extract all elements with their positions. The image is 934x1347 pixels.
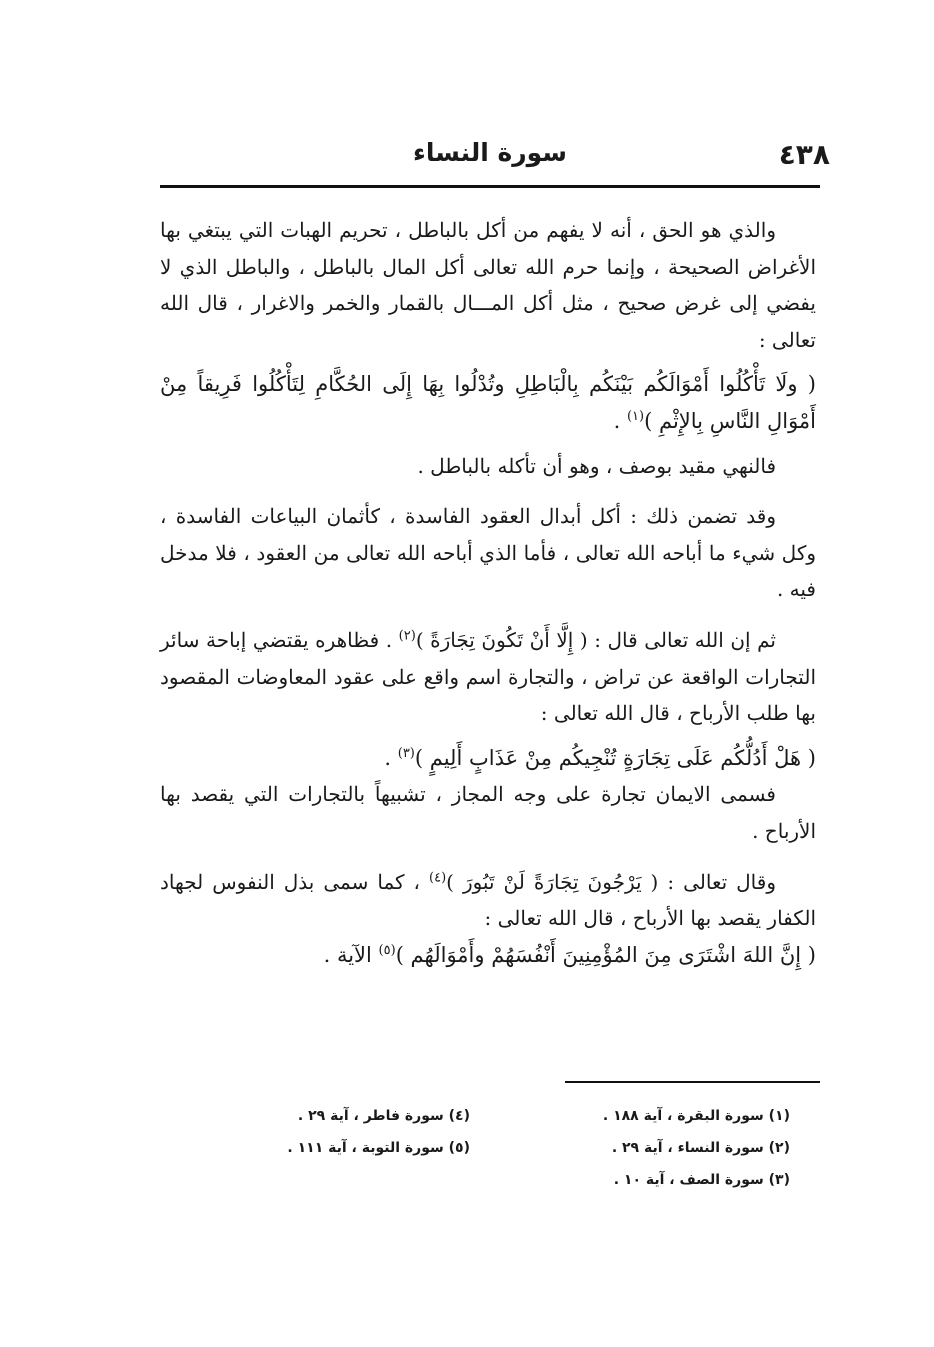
footnote-ref: (٥) xyxy=(378,942,396,958)
footnote-column-left xyxy=(190,1100,470,1164)
footnote-ref: (٢) xyxy=(398,628,416,644)
paragraph-start: ثم إن الله تعالى قال : ( إِلَّا أَنْ تَكُونَ تِجَارَةً ) xyxy=(415,627,776,652)
verse-text: ( ولَا تَأْكُلُوا أَمْوَالَكُم بَيْنَكُم بِالْبَاطِلِ وتُدْلُوا بِهَا إِلَى الحُكَّامِ لِتَأْكُلُوا فَرِيقاً مِنْ أَمْوَالِ النَّاسِ بِالإِثْمِ ) xyxy=(160,372,816,433)
paragraph xyxy=(160,622,816,732)
paragraph: والذي هو الحق ، أنه لا يفهم من أكل بالباطل ، تحريم الهبات التي يبتغي بها الأغراض الصحيحة ، وإنما حرم الله تعالى أكل المال بالباطل ، والباطل الذي لا يفضي إلى غرض صحيح ، مثل أكل المـــال بالقمار والخمر والاغرار ، قال الله تعالى : xyxy=(160,218,816,352)
footnote: (١) سورة البقرة ، آية ١٨٨ . xyxy=(602,1108,790,1124)
header-divider xyxy=(160,185,820,188)
page-number: ٤٣٨ xyxy=(778,138,830,171)
verse-end: . xyxy=(613,408,627,433)
footnote-ref: (١) xyxy=(626,408,645,424)
footnote-ref: (٤) xyxy=(429,869,447,885)
running-header xyxy=(150,138,830,178)
footnote-ref: (٣) xyxy=(397,745,415,761)
main-text xyxy=(160,212,816,973)
footnote: (٢) سورة النساء ، آية ٢٩ . xyxy=(611,1140,790,1156)
footnote: (٤) سورة فاطر ، آية ٢٩ . xyxy=(297,1108,470,1124)
paragraph: فالنهي مقيد بوصف ، وهو أن تأكله بالباطل . xyxy=(417,453,776,478)
footnote-column-right xyxy=(510,1100,790,1196)
paragraph-rest: ، كما سمى بذل النفوس لجهاد الكفار يقصد بها الأرباح ، قال الله تعالى : xyxy=(160,869,816,931)
verse-end: الآية . xyxy=(323,942,379,967)
verse-text: ( إِنَّ اللهَ اشْتَرَى مِنَ المُؤْمِنِينَ أَنْفُسَهُمْ وأَمْوَالَهُم ) xyxy=(395,942,816,967)
quran-verse xyxy=(160,366,816,439)
paragraph-start: وقال تعالى : ( يَرْجُونَ تِجَارَةً لَنْ تَبُورَ ) xyxy=(446,869,776,894)
footnote: (٥) سورة التوبة ، آية ١١١ . xyxy=(287,1140,470,1156)
footnote-divider xyxy=(565,1081,820,1083)
quran-verse xyxy=(160,740,816,777)
paragraph: وقد تضمن ذلك : أكل أبدال العقود الفاسدة ، كأثمان البياعات الفاسدة ، وكل شيء ما أباحه الله تعالى ، فأما الذي أباحه الله تعالى من العقود ، فلا مدخل فيه . xyxy=(160,504,816,602)
verse-end: . xyxy=(384,745,398,770)
chapter-title: سورة النساء xyxy=(413,138,567,167)
paragraph: فسمى الايمان تجارة على وجه المجاز ، تشبيهاً بالتجارات التي يقصد بها الأرباح . xyxy=(160,782,816,843)
footnote: (٣) سورة الصف ، آية ١٠ . xyxy=(613,1172,790,1188)
quran-verse xyxy=(160,937,816,974)
paragraph-rest: . فظاهره يقتضي إباحة سائر التجارات الواقعة عن تراض ، والتجارة اسم واقع على عقود المعاوضات المقصود بها طلب الأرباح ، قال الله تعالى : xyxy=(160,627,816,726)
paragraph xyxy=(160,864,816,937)
verse-text: ( هَلْ أَدُلُّكُم عَلَى تِجَارَةٍ تُنْجِيكُم مِنْ عَذَابٍ أَلِيمٍ ) xyxy=(414,745,816,770)
